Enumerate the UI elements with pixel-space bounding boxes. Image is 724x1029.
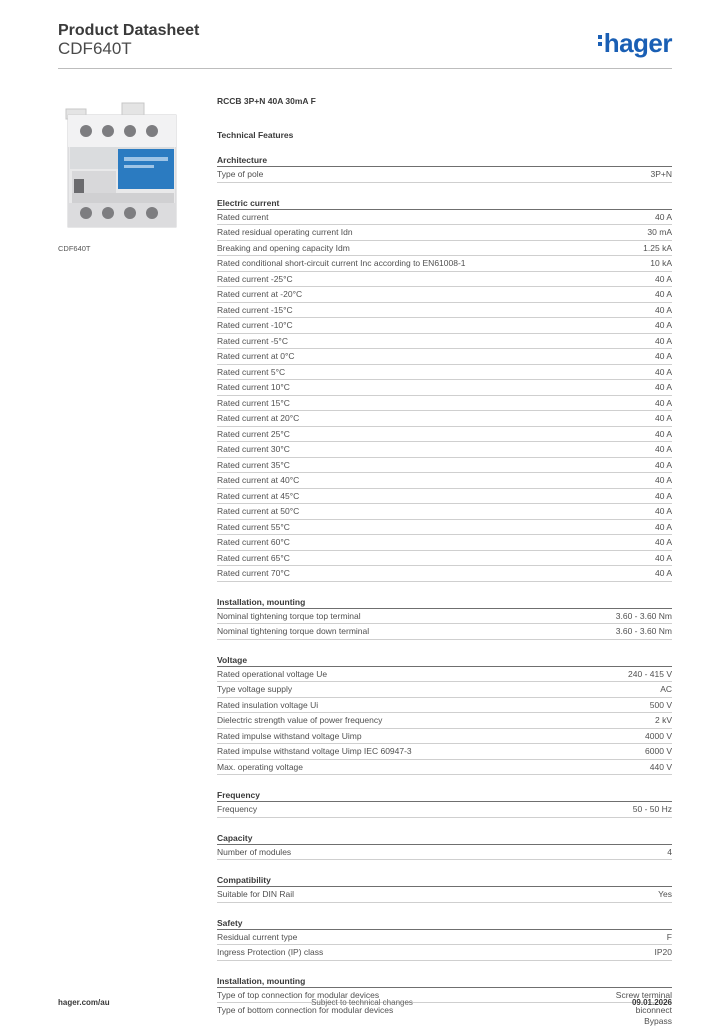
spec-label: Rated current 55°C: [217, 520, 290, 535]
spec-row: [217, 380, 672, 396]
rccb-device-icon: [58, 95, 202, 235]
spec-value: 40 A: [655, 551, 672, 566]
spec-value: 40 A: [655, 287, 672, 302]
spec-row: [217, 729, 672, 745]
spec-row: [217, 667, 672, 683]
spec-label: Rated current at 40°C: [217, 473, 299, 488]
spec-row: [217, 698, 672, 714]
spec-value: 40 A: [655, 473, 672, 488]
spec-label: Rated current 30°C: [217, 442, 290, 457]
spec-section: [217, 596, 672, 640]
spec-row: [217, 624, 672, 640]
section-heading: Capacity: [217, 832, 672, 845]
spec-value: 40 A: [655, 380, 672, 395]
spec-label: Rated current 35°C: [217, 458, 290, 473]
spec-value: 4000 V: [645, 729, 672, 744]
spec-row: [217, 802, 672, 818]
spec-value: 40 A: [655, 303, 672, 318]
spec-value: 40 A: [655, 504, 672, 519]
spec-label: Ingress Protection (IP) class: [217, 945, 323, 960]
spec-label: Type voltage supply: [217, 682, 292, 697]
section-heading: Installation, mounting: [217, 596, 672, 609]
product-description: RCCB 3P+N 40A 30mA F: [217, 96, 672, 108]
spec-value: 40 A: [655, 349, 672, 364]
spec-row: [217, 489, 672, 505]
spec-value: 40 A: [655, 442, 672, 457]
spec-value: 40 A: [655, 210, 672, 225]
spec-row: [217, 210, 672, 226]
spec-section: [217, 832, 672, 861]
spec-label: Nominal tightening torque down terminal: [217, 624, 369, 639]
spec-section: [217, 154, 672, 183]
product-image: [58, 95, 202, 235]
spec-value: 2 kV: [655, 713, 672, 728]
spec-value: 40 A: [655, 334, 672, 349]
spec-label: Rated current 10°C: [217, 380, 290, 395]
spec-value: 1.25 kA: [643, 241, 672, 256]
spec-label: Rated current 70°C: [217, 566, 290, 581]
spec-label: Type of bottom connection for modular devices: [217, 1005, 393, 1029]
spec-row: [217, 458, 672, 474]
features-heading: Technical Features: [217, 130, 672, 142]
spec-row: [217, 272, 672, 288]
section-heading: Frequency: [217, 789, 672, 802]
spec-label: Rated current 60°C: [217, 535, 290, 550]
spec-row: [217, 318, 672, 334]
spec-row: [217, 287, 672, 303]
spec-row: [217, 682, 672, 698]
spec-value: 3.60 - 3.60 Nm: [616, 609, 672, 624]
spec-value: 40 A: [655, 535, 672, 550]
spec-value: 500 V: [650, 698, 672, 713]
spec-row: [217, 241, 672, 257]
spec-row: [217, 303, 672, 319]
spec-label: Dielectric strength value of power frequency: [217, 713, 382, 728]
spec-row: [217, 713, 672, 729]
spec-row: [217, 365, 672, 381]
spec-label: Max. operating voltage: [217, 760, 303, 775]
spec-label: Rated current at 50°C: [217, 504, 299, 519]
spec-label: Rated current 15°C: [217, 396, 290, 411]
spec-row: [217, 744, 672, 760]
spec-label: Rated residual operating current Idn: [217, 225, 353, 240]
spec-row: [217, 167, 672, 183]
spec-label: Rated current -25°C: [217, 272, 293, 287]
spec-value: 40 A: [655, 458, 672, 473]
spec-label: Rated current: [217, 210, 269, 225]
spec-section: [217, 917, 672, 961]
spec-section: [217, 197, 672, 582]
spec-value: 40 A: [655, 272, 672, 287]
spec-value: 4: [667, 845, 672, 860]
spec-label: Rated current 5°C: [217, 365, 285, 380]
spec-value: 40 A: [655, 411, 672, 426]
spec-label: Rated current 65°C: [217, 551, 290, 566]
spec-value: 240 - 415 V: [628, 667, 672, 682]
spec-value: F: [667, 930, 672, 945]
spec-value: 3.60 - 3.60 Nm: [616, 624, 672, 639]
footer-date: 09.01.2026: [632, 998, 672, 1007]
spec-row: [217, 535, 672, 551]
spec-row: [217, 609, 672, 625]
spec-row: [217, 349, 672, 365]
spec-value: 40 A: [655, 318, 672, 333]
spec-label: Breaking and opening capacity Idm: [217, 241, 350, 256]
spec-label: Nominal tightening torque top terminal: [217, 609, 361, 624]
spec-row: [217, 442, 672, 458]
spec-row: [217, 887, 672, 903]
spec-value: 3P+N: [651, 167, 673, 182]
section-heading: Safety: [217, 917, 672, 930]
footer-note: Subject to technical changes: [0, 998, 724, 1007]
spec-label: Type of top connection for modular devices: [217, 988, 379, 1003]
page-title: Product Datasheet: [58, 22, 199, 40]
spec-value: 40 A: [655, 396, 672, 411]
spec-value: 50 - 50 Hz: [633, 802, 672, 817]
spec-row: [217, 256, 672, 272]
hager-logo: [598, 28, 672, 59]
spec-label: Rated current at 0°C: [217, 349, 295, 364]
header-divider: [58, 68, 672, 69]
spec-label: Rated impulse withstand voltage Uimp IEC 60947-3: [217, 744, 412, 759]
spec-label: Rated current -15°C: [217, 303, 293, 318]
spec-row: [217, 760, 672, 776]
spec-label: Rated current at -20°C: [217, 287, 302, 302]
spec-label: Rated conditional short-circuit current Inc according to EN61008-1: [217, 256, 466, 271]
spec-row: [217, 427, 672, 443]
spec-row: [217, 411, 672, 427]
spec-label: Rated current -10°C: [217, 318, 293, 333]
section-heading: Installation, mounting: [217, 975, 672, 988]
spec-label: Number of modules: [217, 845, 291, 860]
spec-section: [217, 789, 672, 818]
spec-label: Frequency: [217, 802, 257, 817]
logo-text: hager: [604, 28, 672, 58]
spec-row: [217, 566, 672, 582]
spec-row: [217, 504, 672, 520]
spec-value: Screw terminal: [616, 988, 672, 1003]
section-heading: Electric current: [217, 197, 672, 210]
spec-value: 40 A: [655, 520, 672, 535]
spec-row: [217, 845, 672, 861]
spec-value: 440 V: [650, 760, 672, 775]
spec-value: 40 A: [655, 427, 672, 442]
spec-section: [217, 654, 672, 776]
spec-row: [217, 334, 672, 350]
footer-website: hager.com/au: [58, 998, 110, 1007]
spec-value: 40 A: [655, 489, 672, 504]
section-heading: Voltage: [217, 654, 672, 667]
spec-value: 40 A: [655, 365, 672, 380]
logo-dots-icon: [598, 28, 602, 46]
section-heading: Compatibility: [217, 874, 672, 887]
spec-value: AC: [660, 682, 672, 697]
spec-label: Rated impulse withstand voltage Uimp: [217, 729, 362, 744]
spec-value: 30 mA: [647, 225, 672, 240]
spec-label: Rated operational voltage Ue: [217, 667, 327, 682]
spec-content: [217, 96, 672, 1029]
spec-label: Rated current -5°C: [217, 334, 288, 349]
spec-row: [217, 945, 672, 961]
product-code: CDF640T: [58, 39, 132, 59]
spec-label: Rated insulation voltage Ui: [217, 698, 318, 713]
section-heading: Architecture: [217, 154, 672, 167]
spec-value: 10 kA: [650, 256, 672, 271]
spec-label: Rated current 25°C: [217, 427, 290, 442]
spec-value: IP20: [655, 945, 673, 960]
spec-row: [217, 930, 672, 946]
spec-row: [217, 520, 672, 536]
spec-value: Yes: [658, 887, 672, 902]
spec-row: [217, 225, 672, 241]
spec-sections: [217, 154, 672, 1029]
spec-row: [217, 551, 672, 567]
spec-value: 6000 V: [645, 744, 672, 759]
spec-row: [217, 396, 672, 412]
image-caption: CDF640T: [58, 244, 91, 253]
spec-value: 40 A: [655, 566, 672, 581]
spec-label: Type of pole: [217, 167, 263, 182]
spec-label: Residual current type: [217, 930, 297, 945]
spec-value: biconnect Bypass: [636, 1005, 672, 1029]
spec-label: Suitable for DIN Rail: [217, 887, 294, 902]
spec-section: [217, 874, 672, 903]
spec-row: [217, 473, 672, 489]
spec-label: Rated current at 45°C: [217, 489, 299, 504]
spec-label: Rated current at 20°C: [217, 411, 299, 426]
